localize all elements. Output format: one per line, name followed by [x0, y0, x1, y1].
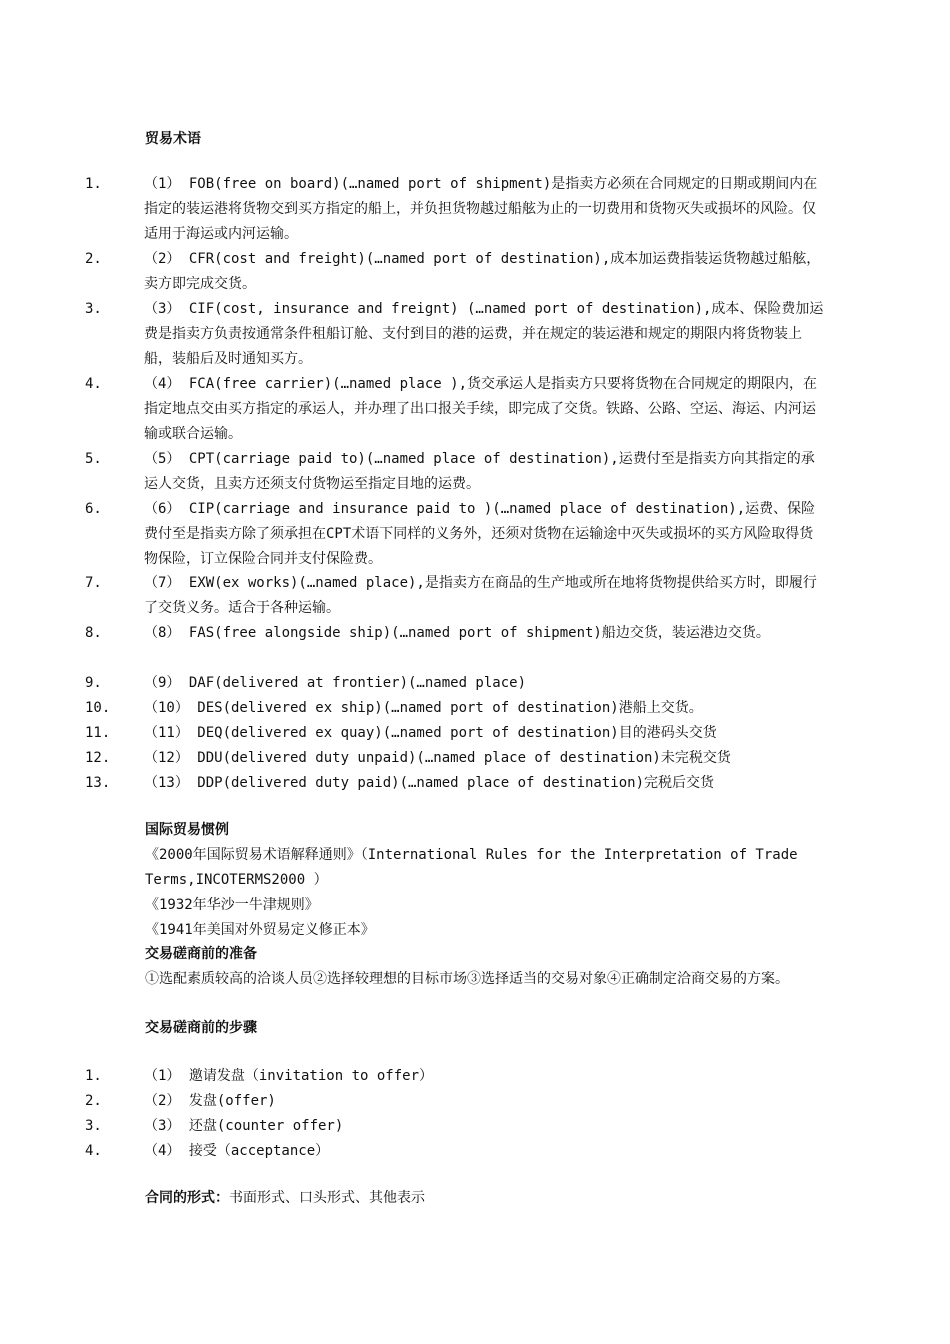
preparation-text: ①选配素质较高的洽谈人员②选择较理想的目标市场③选择适当的交易对象④正确制定洽商交易的方案。	[145, 971, 789, 987]
list-number: 10.	[85, 700, 111, 716]
list-item	[85, 1064, 825, 1089]
list-text: （11） DEQ(delivered ex quay)(…named port of destination)目的港码头交货	[144, 725, 717, 741]
list-number: 6.	[85, 501, 102, 517]
list-item	[85, 372, 825, 447]
list-number: 1.	[85, 176, 102, 192]
list-item	[85, 1139, 825, 1164]
list-item	[85, 746, 825, 771]
list-text: （2） 发盘(offer)	[144, 1093, 276, 1109]
list-number: 13.	[85, 775, 111, 791]
list-item	[85, 696, 825, 721]
list-number: 9.	[85, 675, 102, 691]
section-title-trade-terms: 贸易术语	[145, 131, 201, 147]
list-item	[85, 247, 825, 297]
list-text: （1） FOB(free on board)(…named port of shipment)是指卖方必须在合同规定的日期或期间内在指定的装运港将货物交到买方指定的船上，并负担货物越过船舷为止的一切费用和货物灭失或损坏的风险。仅适用于海运或内河运输。	[144, 176, 818, 242]
list-text: （3） CIF(cost, insurance and freignt) (…named port of destination),成本、保险费加运费是指卖方负责按通常条件租船订舱、支付到目的港的运费，并在规定的装运港和规定的期限内将货物装上船，装船后及时通知买方。	[144, 301, 824, 367]
list-text: （10） DES(delivered ex ship)(…named port of destination)港船上交货。	[144, 700, 703, 716]
practice-line: 《1932年华沙一牛津规则》	[145, 897, 319, 913]
list-number: 8.	[85, 625, 102, 641]
list-number: 5.	[85, 451, 102, 467]
list-text: （1） 邀请发盘（invitation to offer）	[144, 1068, 434, 1084]
list-item	[85, 671, 825, 696]
contract-form-line	[145, 1186, 425, 1211]
list-number: 2.	[85, 1093, 102, 1109]
practice-line: 《1941年美国对外贸易定义修正本》	[145, 922, 375, 938]
list-number: 1.	[85, 1068, 102, 1084]
list-text: （3） 还盘(counter offer)	[144, 1118, 344, 1134]
list-text: （4） FCA(free carrier)(…named place ),货交承运人是指卖方只要将货物在合同规定的期限内，在指定地点交由买方指定的承运人，并办理了出口报关手续，即完成了交货。铁路、公路、空运、海运、内河运输或联合运输。	[144, 376, 818, 442]
list-text: （13） DDP(delivered duty paid)(…named place of destination)完税后交货	[144, 775, 715, 791]
list-item	[85, 1089, 825, 1114]
list-number: 11.	[85, 725, 111, 741]
list-number: 3.	[85, 301, 102, 317]
list-text: （12） DDU(delivered duty unpaid)(…named place of destination)未完税交货	[144, 750, 731, 766]
section-title-trade-practices: 国际贸易惯例	[145, 822, 229, 838]
list-text: （8） FAS(free alongside ship)(…named port of shipment)船边交货，装运港边交货。	[144, 625, 770, 641]
list-item	[85, 771, 825, 796]
list-number: 7.	[85, 575, 102, 591]
list-item	[85, 621, 825, 646]
contract-form-label: 合同的形式：	[145, 1190, 229, 1206]
section-title-steps: 交易磋商前的步骤	[145, 1020, 257, 1036]
list-text: （5） CPT(carriage paid to)(…named place of destination),运费付至是指卖方向其指定的承运人交货，且卖方还须支付货物运至指定目地的运费。	[144, 451, 815, 492]
list-text: （4） 接受（acceptance）	[144, 1143, 330, 1159]
list-text: （2） CFR(cost and freight)(…named port of destination),成本加运费指装运货物越过船舷，卖方即完成交货。	[144, 251, 821, 292]
list-item	[85, 497, 825, 572]
list-number: 2.	[85, 251, 102, 267]
list-text: （6） CIP(carriage and insurance paid to )(…named place of destination),运费、保险费付至是指卖方除了须承担在CPT术语下同样的义务外，还须对货物在运输途中灭失或损坏的买方风险取得货物保险，订立保险合同并支付保险费。	[144, 501, 816, 567]
section-title-preparation: 交易磋商前的准备	[145, 946, 257, 962]
list-number: 4.	[85, 376, 102, 392]
list-number: 12.	[85, 750, 111, 766]
list-item	[85, 447, 825, 497]
list-item	[85, 571, 825, 621]
list-item	[85, 172, 825, 247]
list-item	[85, 721, 825, 746]
list-number: 3.	[85, 1118, 102, 1134]
practice-line: 《2000年国际贸易术语解释通则》（International Rules for the Interpretation of Trade Terms,INCOTERMS2000 ）	[145, 847, 798, 888]
list-number: 4.	[85, 1143, 102, 1159]
list-item	[85, 297, 825, 372]
list-text: （7） EXW(ex works)(…named place),是指卖方在商品的生产地或所在地将货物提供给买方时，即履行了交货义务。适合于各种运输。	[144, 575, 817, 616]
contract-form-value: 书面形式、口头形式、其他表示	[229, 1190, 425, 1206]
list-item	[85, 1114, 825, 1139]
list-text: （9） DAF(delivered at frontier)(…named place)	[144, 675, 527, 691]
